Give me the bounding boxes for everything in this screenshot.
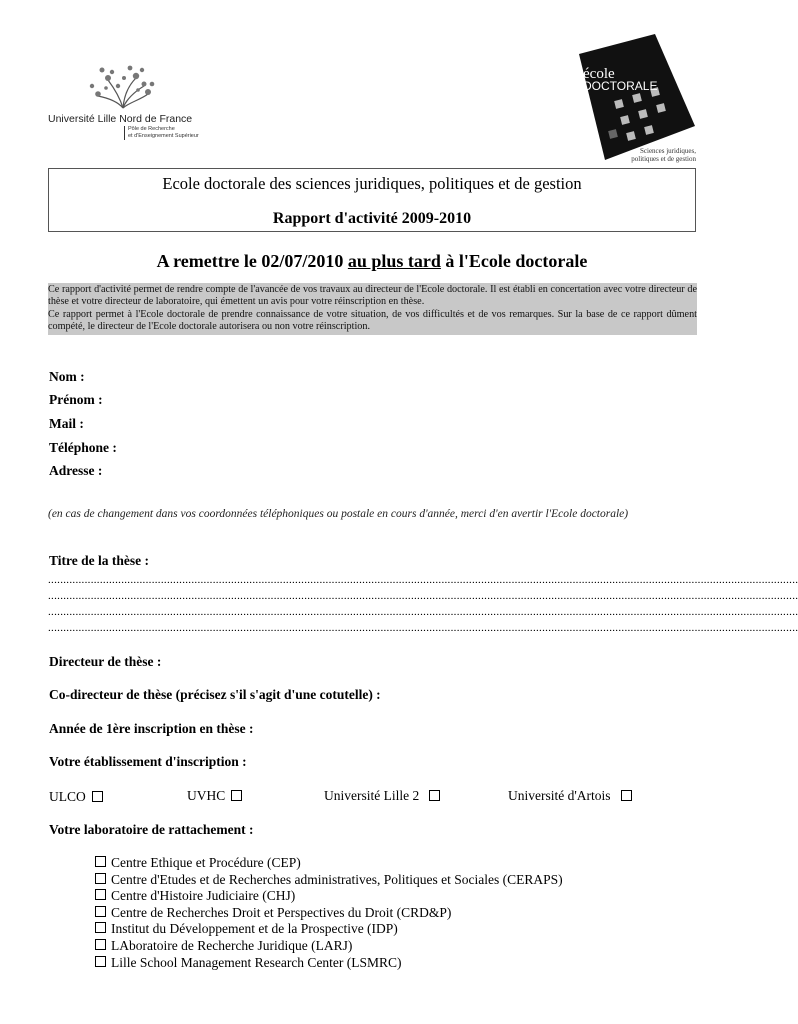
- ecole-doctorale-logo: [575, 34, 700, 164]
- laboratoire-label: Votre laboratoire de rattachement :: [49, 822, 254, 837]
- establishment-label: UVHC: [187, 788, 226, 803]
- university-sub-line2: et d'Enseignement Supérieur: [128, 133, 199, 139]
- dotted-line[interactable]: ......................................................................................................................................................................................................................................................: [48, 622, 798, 634]
- dotted-line[interactable]: ......................................................................................................................................................................................................................................................: [48, 606, 798, 618]
- ecole-doctorale-caption: [600, 147, 696, 163]
- directeur-label: Directeur de thèse :: [49, 654, 162, 669]
- telephone-label: Téléphone :: [49, 440, 117, 455]
- lab-label: Lille School Management Research Center (LSMRC): [111, 955, 402, 970]
- deadline-after: à l'Ecole doctorale: [440, 251, 588, 271]
- establishment-label: ULCO: [49, 789, 86, 804]
- checkbox[interactable]: [621, 790, 632, 801]
- codirecteur-label: Co-directeur de thèse (précisez s'il s'agit d'une cotutelle) :: [49, 687, 381, 702]
- intro-paragraph-2: Ce rapport permet à l'Ecole doctorale de prendre connaissance de votre situation, de vos difficultés et de vos remarques. Sur la base de ce rapport dûment compété, le directeur de l'Ecole doctorale autorisera ou non votre réinscription.: [48, 308, 697, 333]
- lab-option-crdp[interactable]: [95, 905, 451, 921]
- establishment-option-lille2[interactable]: [324, 788, 440, 804]
- lab-label: Centre Ethique et Procédure (CEP): [111, 855, 301, 870]
- lab-option-larj[interactable]: [95, 938, 352, 954]
- deadline-before: A remettre le 02/07/2010: [156, 251, 348, 271]
- checkbox[interactable]: [92, 791, 103, 802]
- lab-label: Centre d'Etudes et de Recherches administratives, Politiques et Sociales (CERAPS): [111, 872, 563, 887]
- establishment-option-artois[interactable]: [508, 788, 632, 804]
- thesis-title-label: Titre de la thèse :: [49, 553, 149, 568]
- intro-text-block: [48, 283, 697, 335]
- ed-caption-line2: politiques et de gestion: [631, 155, 696, 163]
- ed-logo-word2: DOCTORALE: [583, 79, 658, 93]
- mail-label: Mail :: [49, 416, 84, 431]
- prenom-label: Prénom :: [49, 392, 103, 407]
- establishment-label: Université Lille 2: [324, 788, 420, 803]
- checkbox[interactable]: [95, 873, 106, 884]
- university-subtitle: [124, 126, 199, 140]
- lab-label: Institut du Développement et de la Prospective (IDP): [111, 921, 398, 936]
- establishment-label: Université d'Artois: [508, 788, 611, 803]
- lab-option-idp[interactable]: [95, 921, 398, 937]
- annee-label: Année de 1ère inscription en thèse :: [49, 721, 254, 736]
- university-name: Université Lille Nord de France: [48, 113, 193, 125]
- checkbox[interactable]: [95, 939, 106, 950]
- establishment-option-ulco[interactable]: [49, 789, 103, 805]
- report-title: Rapport d'activité 2009-2010: [272, 210, 472, 227]
- establishment-option-uvhc[interactable]: [187, 788, 242, 804]
- checkbox[interactable]: [95, 889, 106, 900]
- checkbox[interactable]: [95, 906, 106, 917]
- ed-caption-line1: Sciences juridiques,: [640, 147, 696, 155]
- school-title: Ecole doctorale des sciences juridiques, politiques et de gestion: [162, 174, 582, 193]
- university-sub-line1: Pôle de Recherche: [128, 126, 175, 132]
- lab-option-lsmrc[interactable]: [95, 955, 402, 971]
- lab-option-chj[interactable]: [95, 888, 295, 904]
- checkbox[interactable]: [231, 790, 242, 801]
- dotted-line[interactable]: ......................................................................................................................................................................................................................................................: [48, 574, 798, 586]
- deadline-heading: [48, 251, 696, 272]
- intro-paragraph-1: Ce rapport d'activité permet de rendre compte de l'avancée de vos travaux au directeur de l'Ecole doctorale. Il est établi en concertation avec votre directeur de thèse et votre directeur de laboratoire, qui émettent un avis pour votre réinscription en thèse.: [48, 284, 697, 308]
- checkbox[interactable]: [95, 856, 106, 867]
- deadline-underlined: au plus tard: [347, 251, 441, 271]
- lab-label: Centre de Recherches Droit et Perspectives du Droit (CRD&P): [111, 905, 452, 920]
- lab-option-ceraps[interactable]: [95, 872, 563, 888]
- checkbox[interactable]: [95, 956, 106, 967]
- adresse-label: Adresse :: [49, 463, 103, 478]
- lab-option-cep[interactable]: [95, 855, 301, 871]
- lab-label: LAboratoire de Recherche Juridique (LARJ): [111, 938, 353, 953]
- change-notice: (en cas de changement dans vos coordonnées téléphoniques ou postale en cours d'année, merci d'en avertir l'Ecole doctorale): [48, 508, 629, 520]
- ed-logo-word1: école: [583, 66, 615, 82]
- dotted-line[interactable]: ......................................................................................................................................................................................................................................................: [48, 590, 798, 602]
- checkbox[interactable]: [429, 790, 440, 801]
- etablissement-label: Votre établissement d'inscription :: [49, 754, 247, 769]
- nom-label: Nom :: [49, 369, 85, 384]
- lab-label: Centre d'Histoire Judiciaire (CHJ): [111, 888, 296, 903]
- checkbox[interactable]: [95, 922, 106, 933]
